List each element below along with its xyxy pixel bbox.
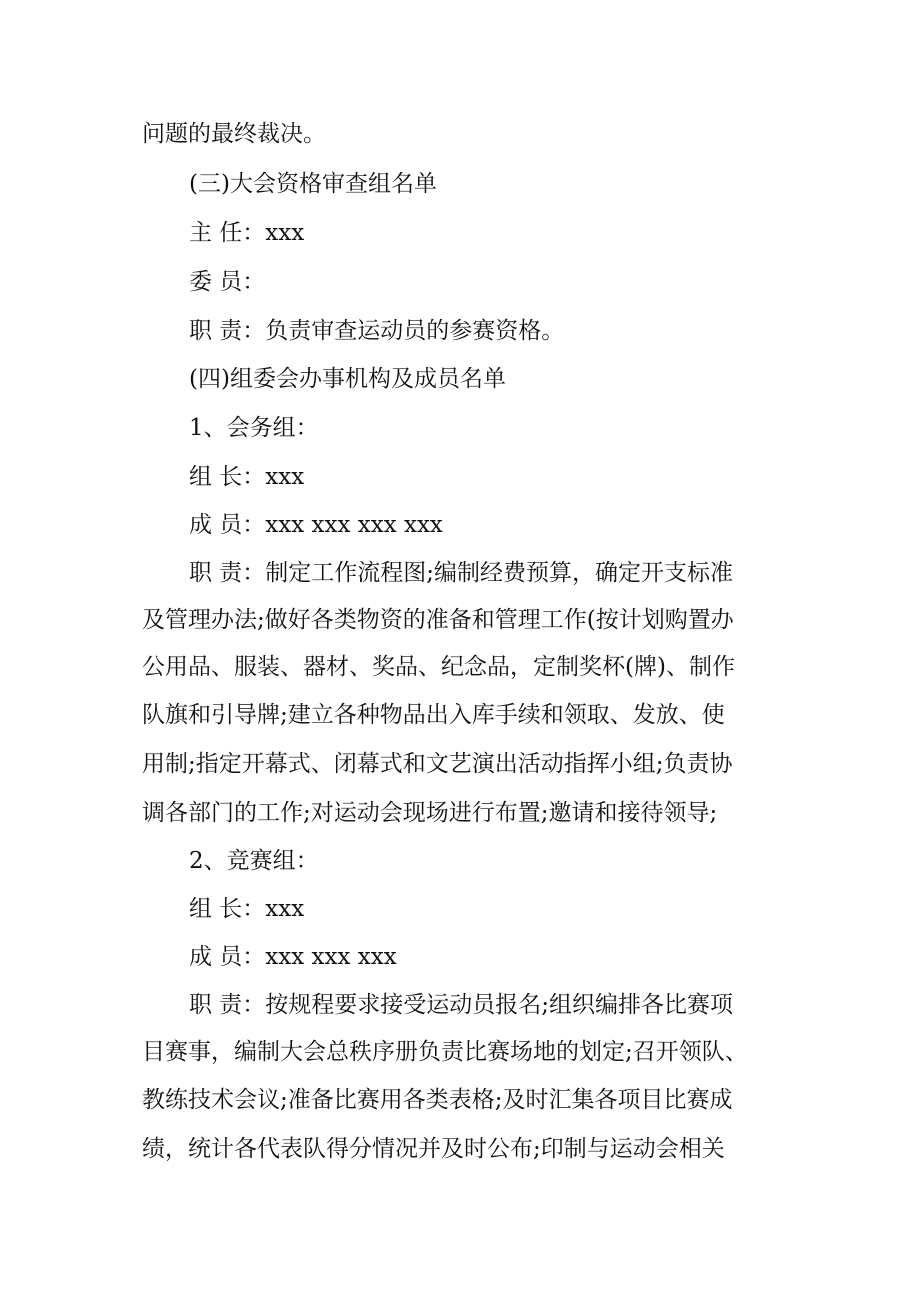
paragraph-line: 绩，统计各代表队得分情况并及时公布;印制与运动会相关: [142, 1136, 725, 1162]
paragraph-line: 目赛事，编制大会总秩序册负责比赛场地的划定;召开领队、: [142, 1039, 748, 1065]
paragraph-line: 组 长：xxx: [189, 896, 305, 922]
paragraph-line: 及管理办法;做好各类物资的准备和管理工作(按计划购置办: [142, 607, 734, 633]
paragraph-line: 教练技术会议;准备比赛用各类表格;及时汇集各项目比赛成: [142, 1087, 733, 1113]
section-heading: (三)大会资格审查组名单: [189, 171, 437, 197]
paragraph-line: 职 责：负责审查运动员的参赛资格。: [189, 318, 565, 344]
paragraph-line: 用制;指定开幕式、闭幕式和文艺演出活动指挥小组;负责协: [142, 751, 733, 777]
paragraph-line: 调各部门的工作;对运动会现场进行布置;邀请和接待领导;: [142, 800, 718, 826]
paragraph-line: 职 责：制定工作流程图;编制经费预算，确定开支标准: [189, 560, 734, 586]
paragraph-line: 职 责：按规程要求接受运动员报名;组织编排各比赛项: [189, 992, 734, 1018]
paragraph-line: 成 员：xxx xxx xxx: [189, 944, 397, 970]
paragraph-line: 公用品、服装、器材、奖品、纪念品，定制奖杯(牌)、制作: [142, 654, 735, 680]
paragraph-line: 成 员：xxx xxx xxx xxx: [189, 512, 443, 538]
subsection-heading: 1、会务组：: [189, 415, 319, 441]
section-heading: (四)组委会办事机构及成员名单: [189, 366, 506, 392]
paragraph-line: 委 员：: [189, 269, 266, 295]
paragraph-line: 问题的最终裁决。: [142, 121, 326, 147]
paragraph-line: 主 任：xxx: [189, 220, 305, 246]
paragraph-line: 队旗和引导牌;建立各种物品出入库手续和领取、发放、使: [142, 702, 725, 728]
paragraph-line: 组 长：xxx: [189, 464, 305, 490]
subsection-heading: 2、竞赛组：: [189, 848, 319, 874]
